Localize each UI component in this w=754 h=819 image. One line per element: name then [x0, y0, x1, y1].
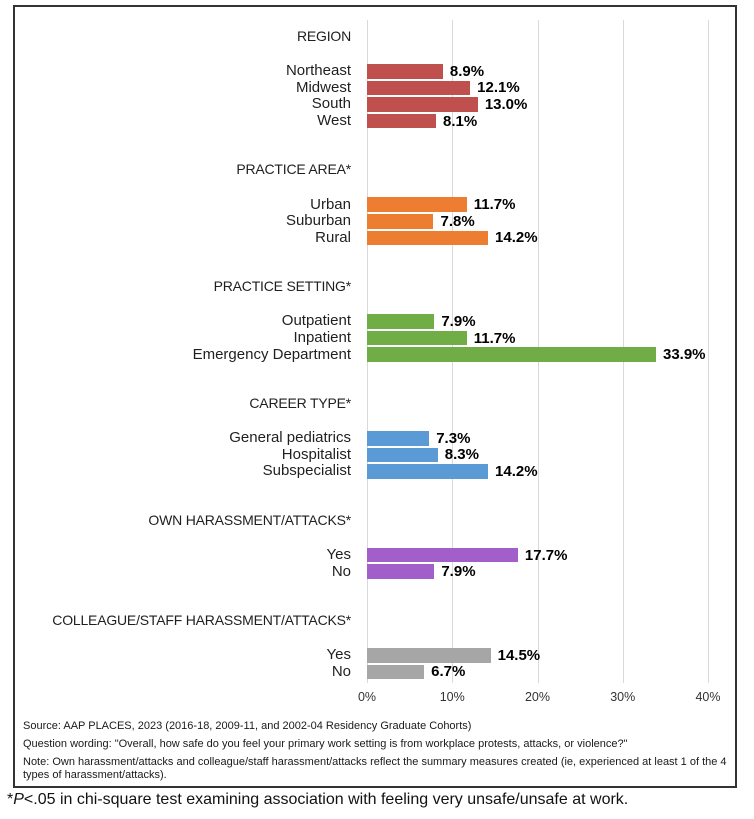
- bar-row: [15, 647, 735, 664]
- bar-track: [367, 231, 735, 246]
- bar-value-label: 14.5%: [497, 646, 541, 664]
- significance-footnote: [7, 791, 628, 809]
- bar-row: [15, 330, 735, 347]
- bar-category-label: West: [317, 112, 351, 130]
- bar-value-label: 8.3%: [444, 446, 479, 464]
- bar-row: [15, 63, 735, 80]
- category-group: [15, 510, 735, 580]
- bar-row: [15, 96, 735, 113]
- bar-value-label: 12.1%: [477, 79, 520, 97]
- x-axis-tick: 20%: [524, 690, 551, 704]
- bar-category-label: No: [331, 562, 351, 580]
- bar-track: [367, 114, 735, 129]
- bar-row: [15, 346, 735, 363]
- footnote-p-italic: P: [13, 791, 24, 808]
- bar-row: [15, 213, 735, 230]
- bar-track: [367, 64, 735, 79]
- bar: [367, 564, 434, 579]
- bar-category-label: Subspecialist: [262, 462, 351, 480]
- bar-groups: [15, 7, 735, 680]
- bar-category-label: Rural: [315, 228, 351, 246]
- bar-track: [367, 314, 735, 329]
- bar-row: [15, 313, 735, 330]
- footnote-asterisk: *: [7, 791, 14, 808]
- bar-value-label: 14.2%: [495, 462, 538, 480]
- bar-row: [15, 113, 735, 130]
- bar-value-label: 6.7%: [431, 663, 466, 681]
- note-question-wording: Question wording: "Overall, how safe do you feel your primary work setting is from workplace protests, attacks, or violence?": [23, 738, 628, 750]
- group-header: CAREER TYPE*: [249, 394, 351, 411]
- group-header: PRACTICE AREA*: [236, 161, 351, 178]
- bar-category-label: Midwest: [295, 78, 351, 96]
- bar: [367, 347, 656, 362]
- bar-category-label: Emergency Department: [192, 345, 351, 363]
- bar: [367, 114, 436, 129]
- chart-frame: [13, 5, 737, 788]
- bar-row: [15, 664, 735, 681]
- bar-track: [367, 665, 735, 680]
- bar-value-label: 33.9%: [662, 346, 706, 364]
- bar-track: [367, 197, 735, 212]
- bar: [367, 197, 467, 212]
- category-group: [15, 610, 735, 680]
- bar-value-label: 17.7%: [524, 546, 568, 564]
- bar-category-label: Outpatient: [281, 312, 351, 330]
- bar-track: [367, 431, 735, 446]
- bar-category-label: Yes: [326, 546, 351, 564]
- bar-track: [367, 347, 735, 362]
- x-axis-tick: 40%: [695, 690, 721, 704]
- x-axis-tick: 0%: [357, 690, 377, 704]
- bar-row: [15, 547, 735, 564]
- category-group: [15, 26, 735, 129]
- bar-category-label: Northeast: [285, 62, 351, 80]
- x-axis: [15, 687, 735, 707]
- bar-track: [367, 548, 735, 563]
- bar-track: [367, 648, 735, 663]
- group-header: COLLEAGUE/STAFF HARASSMENT/ATTACKS*: [52, 611, 351, 628]
- bar-category-label: Yes: [326, 646, 351, 664]
- category-group: [15, 393, 735, 480]
- bar-value-label: 13.0%: [484, 95, 528, 113]
- note-source: Source: AAP PLACES, 2023 (2016-18, 2009-11, and 2002-04 Residency Graduate Cohorts): [23, 720, 472, 732]
- bar-value-label: 7.9%: [441, 563, 476, 581]
- bar-value-label: 11.7%: [473, 329, 516, 347]
- bar-row: [15, 563, 735, 580]
- bar: [367, 214, 433, 229]
- bar: [367, 665, 424, 680]
- category-group: [15, 276, 735, 363]
- bar: [367, 314, 434, 329]
- bar-track: [367, 448, 735, 463]
- bar-track: [367, 331, 735, 346]
- x-axis-tick: 30%: [610, 690, 636, 704]
- bar: [367, 548, 518, 563]
- bar: [367, 64, 443, 79]
- bar: [367, 464, 488, 479]
- bar-track: [367, 97, 735, 112]
- x-axis-tick: 10%: [439, 690, 465, 704]
- bar: [367, 431, 429, 446]
- footnote-text: <.05 in chi-square test examining association with feeling very unsafe/unsafe at work.: [23, 791, 629, 808]
- bar-value-label: 8.9%: [449, 62, 485, 80]
- group-header: PRACTICE SETTING*: [213, 278, 351, 295]
- bar-value-label: 7.8%: [440, 212, 475, 230]
- bar-value-label: 14.2%: [495, 229, 538, 247]
- group-header: OWN HARASSMENT/ATTACKS*: [148, 511, 351, 528]
- bar-row: [15, 196, 735, 213]
- bar: [367, 81, 470, 96]
- bar-track: [367, 214, 735, 229]
- bar-category-label: Urban: [310, 195, 351, 213]
- bar-row: [15, 447, 735, 464]
- bar: [367, 448, 438, 463]
- bar: [367, 231, 488, 246]
- bar-row: [15, 430, 735, 447]
- bar-category-label: South: [311, 95, 351, 113]
- bar-row: [15, 230, 735, 247]
- bar-category-label: Suburban: [285, 212, 351, 230]
- bar-row: [15, 80, 735, 97]
- bar: [367, 331, 467, 346]
- bar: [367, 648, 491, 663]
- bar-value-label: 8.1%: [443, 112, 478, 130]
- bar-category-label: General pediatrics: [229, 429, 351, 447]
- bar-row: [15, 463, 735, 480]
- bar: [367, 97, 478, 112]
- bar-track: [367, 81, 735, 96]
- footnotes: [23, 720, 727, 787]
- bar-value-label: 7.9%: [441, 312, 476, 330]
- bar-value-label: 11.7%: [473, 196, 516, 214]
- bar-category-label: Inpatient: [293, 329, 351, 347]
- bar-category-label: Hospitalist: [281, 445, 351, 463]
- bar-value-label: 7.3%: [436, 429, 471, 447]
- bar-track: [367, 564, 735, 579]
- note-measures: Note: Own harassment/attacks and colleague/staff harassment/attacks reflect the summary measures created (ie, experienced at least 1 of the 4 types of harassment/attacks).: [23, 756, 727, 781]
- category-group: [15, 159, 735, 246]
- bar-category-label: No: [331, 662, 351, 680]
- bar-track: [367, 464, 735, 479]
- group-header: REGION: [296, 28, 351, 44]
